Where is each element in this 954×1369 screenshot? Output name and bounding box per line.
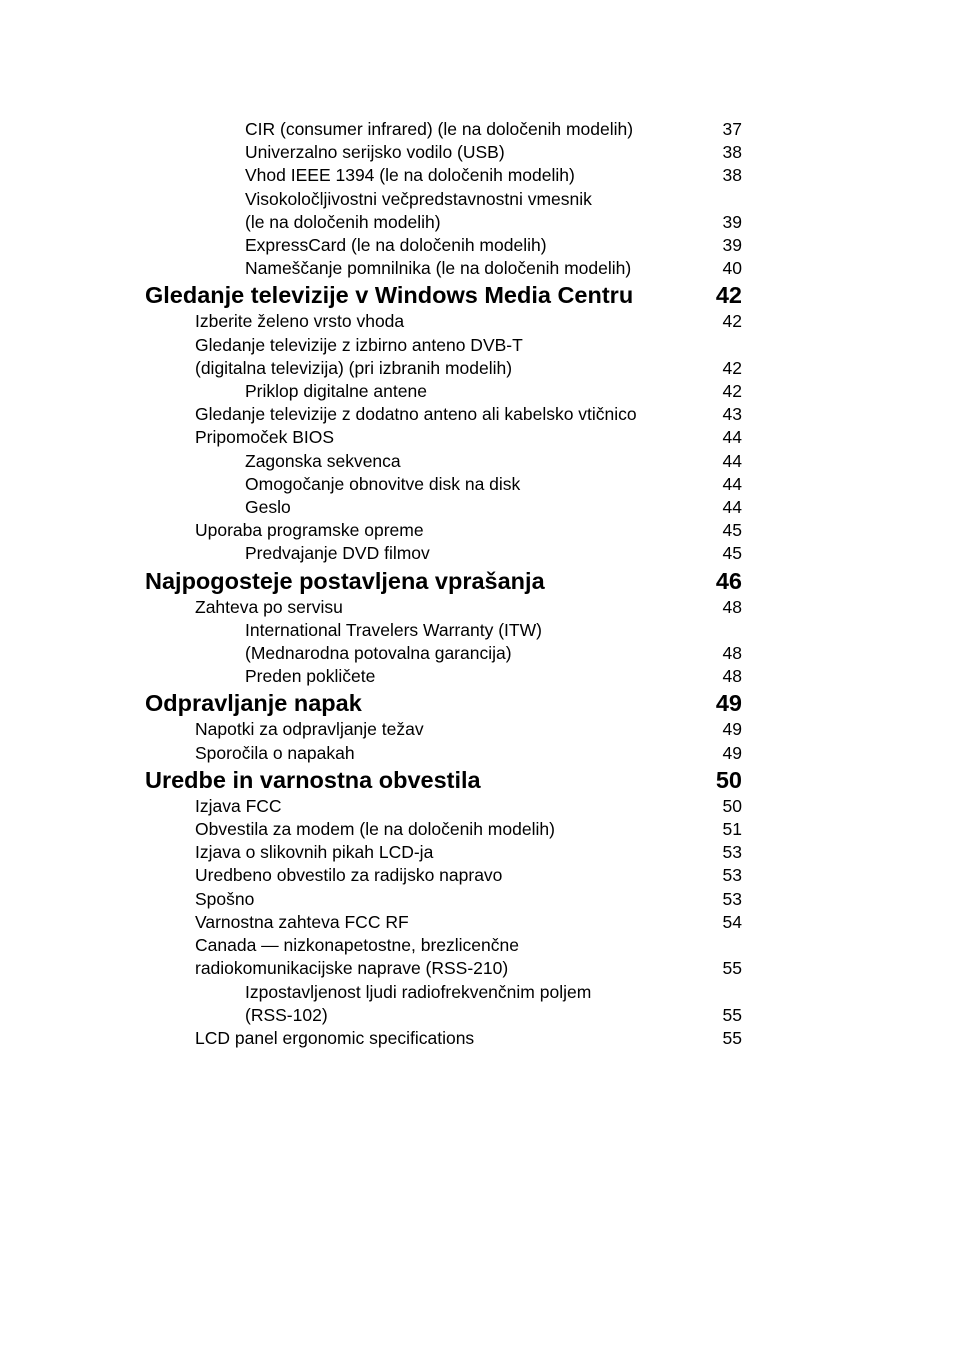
toc-entry-title: (digitalna televizija) (pri izbranih modelih) [195, 357, 513, 378]
toc-section-entry[interactable] [0, 742, 954, 765]
toc-page-number: 37 [722, 119, 742, 139]
toc-page-number: 53 [722, 865, 742, 886]
toc-entry-title: CIR (consumer infrared) (le na določenih modelih) [245, 119, 634, 139]
toc-entry-title: Gledanje televizije v Windows Media Centru [145, 282, 634, 309]
toc-section-entry[interactable] [0, 426, 954, 449]
toc-page-number: 55 [722, 1004, 742, 1025]
toc-page-number: 55 [722, 1027, 742, 1048]
toc-entry-title: International Travelers Warranty (ITW) [245, 619, 542, 640]
toc-entry-title: (Mednarodna potovalna garancija) [245, 643, 512, 664]
toc-page-number: 53 [722, 842, 742, 863]
toc-page-number: 48 [722, 596, 742, 617]
toc-entry-title: Omogočanje obnovitve disk na disk [245, 473, 521, 494]
toc-page-number: 40 [722, 258, 742, 279]
toc-page-number: 44 [722, 450, 742, 471]
toc-entry-title: Preden pokličete [245, 666, 376, 687]
toc-entry-title: Zagonska sekvenca [245, 450, 401, 471]
toc-entry-title: Uredbeno obvestilo za radijsko napravo [195, 865, 503, 886]
toc-entry-title: Varnostna zahteva FCC RF [195, 911, 409, 932]
toc-page-number: 39 [722, 235, 742, 256]
toc-section-entry[interactable] [0, 380, 954, 403]
toc-section-entry[interactable] [0, 234, 954, 257]
toc-section-entry[interactable] [0, 596, 954, 619]
toc-entry-title: LCD panel ergonomic specifications [195, 1027, 475, 1048]
toc-entry-title: Napotki za odpravljanje težav [195, 719, 424, 740]
toc-page-number: 38 [722, 142, 742, 163]
toc-section-entry[interactable] [0, 818, 954, 841]
toc-entry-title: Visokoločljivostni večpredstavnostni vmesnik [245, 188, 592, 209]
toc-page-number: 42 [715, 282, 742, 309]
toc-section-entry[interactable] [0, 864, 954, 887]
toc-entry-title: (le na določenih modelih) [245, 211, 441, 232]
toc-section-entry[interactable] [0, 888, 954, 911]
toc-entry-title: Gledanje televizije z izbirno anteno DVB-T [195, 334, 523, 355]
toc-chapter-entry[interactable] [0, 280, 954, 310]
toc-entry-title: (RSS-102) [245, 1004, 328, 1025]
toc-page-number: 45 [722, 520, 742, 541]
toc-entry-title: Odpravljanje napak [145, 690, 362, 717]
toc-entry-title: Vhod IEEE 1394 (le na določenih modelih) [245, 165, 575, 186]
toc-section-entry[interactable] [0, 188, 954, 234]
toc-section-entry[interactable] [0, 619, 954, 665]
toc-chapter-entry[interactable] [0, 688, 954, 718]
toc-entry-title: Obvestila za modem (le na določenih modelih) [195, 819, 555, 840]
toc-page-number: 42 [722, 381, 742, 402]
toc-section-entry[interactable] [0, 257, 954, 280]
toc-section-entry[interactable] [0, 164, 954, 187]
toc-page-number: 48 [722, 643, 742, 664]
toc-page-number: 42 [722, 357, 742, 378]
table-of-contents [0, 118, 954, 1050]
toc-entry-title: Priklop digitalne antene [245, 381, 427, 402]
toc-section-entry[interactable] [0, 519, 954, 542]
toc-entry-title: Pripomoček BIOS [195, 427, 335, 448]
toc-section-entry[interactable] [0, 334, 954, 380]
toc-page-number: 43 [722, 404, 742, 425]
toc-section-entry[interactable] [0, 795, 954, 818]
toc-page-number: 55 [722, 958, 742, 979]
toc-entry-title: Predvajanje DVD filmov [245, 543, 430, 564]
toc-entry-title: Sporočila o napakah [195, 742, 355, 763]
toc-entry-title: radiokomunikacijske naprave (RSS-210) [195, 958, 509, 979]
toc-entry-title: Izpostavljenost ljudi radiofrekvenčnim poljem [245, 981, 592, 1002]
toc-page-number: 49 [715, 690, 742, 717]
toc-page-number: 53 [722, 888, 742, 909]
toc-page-number: 44 [722, 473, 742, 494]
toc-entry-title: Nameščanje pomnilnika (le na določenih modelih) [245, 258, 632, 279]
toc-entry-title: Izberite želeno vrsto vhoda [195, 311, 405, 332]
toc-entry-title: Uporaba programske opreme [195, 520, 424, 541]
toc-entry-title: Univerzalno serijsko vodilo (USB) [245, 142, 505, 163]
toc-entry-title: Gledanje televizije z dodatno anteno ali kabelsko vtičnico [195, 404, 637, 425]
toc-page-number: 48 [722, 666, 742, 687]
toc-entry-title: Canada — nizkonapetostne, brezlicenčne [195, 935, 519, 956]
toc-entry-title: Zahteva po servisu [195, 596, 343, 617]
toc-entry-title: Izjava FCC [195, 795, 282, 816]
toc-page-number: 45 [722, 543, 742, 564]
toc-section-entry[interactable] [0, 403, 954, 426]
toc-entry-title: Najpogosteje postavljena vprašanja [145, 567, 545, 594]
toc-section-entry[interactable] [0, 310, 954, 333]
toc-entry-title: Izjava o slikovnih pikah LCD-ja [195, 842, 434, 863]
toc-section-entry[interactable] [0, 141, 954, 164]
toc-section-entry[interactable] [0, 841, 954, 864]
toc-section-entry[interactable] [0, 981, 954, 1027]
toc-page-number: 39 [722, 211, 742, 232]
toc-page-number: 50 [722, 795, 742, 816]
toc-page-number: 44 [722, 427, 742, 448]
toc-page-number: 54 [722, 911, 742, 932]
toc-section-entry[interactable] [0, 911, 954, 934]
toc-section-entry[interactable] [0, 1027, 954, 1050]
toc-page-number: 44 [722, 497, 742, 518]
toc-section-entry[interactable] [0, 718, 954, 741]
toc-page-number: 46 [715, 567, 742, 594]
toc-page-number: 42 [722, 311, 742, 332]
toc-chapter-entry[interactable] [0, 566, 954, 596]
toc-section-entry[interactable] [0, 118, 954, 141]
toc-page-number: 38 [722, 165, 742, 186]
toc-page-number: 49 [722, 742, 742, 763]
toc-section-entry[interactable] [0, 496, 954, 519]
toc-page-number: 50 [715, 766, 742, 793]
toc-section-entry[interactable] [0, 450, 954, 473]
toc-page-number: 51 [722, 819, 742, 840]
toc-section-entry[interactable] [0, 934, 954, 980]
toc-chapter-entry[interactable] [0, 765, 954, 795]
toc-entry-title: Uredbe in varnostna obvestila [145, 766, 481, 793]
toc-section-entry[interactable] [0, 542, 954, 565]
toc-section-entry[interactable] [0, 473, 954, 496]
toc-page-number: 49 [722, 719, 742, 740]
toc-entry-title: ExpressCard (le na določenih modelih) [245, 235, 547, 256]
toc-section-entry[interactable] [0, 665, 954, 688]
toc-entry-title: Spošno [195, 888, 255, 909]
toc-entry-title: Geslo [245, 497, 291, 518]
